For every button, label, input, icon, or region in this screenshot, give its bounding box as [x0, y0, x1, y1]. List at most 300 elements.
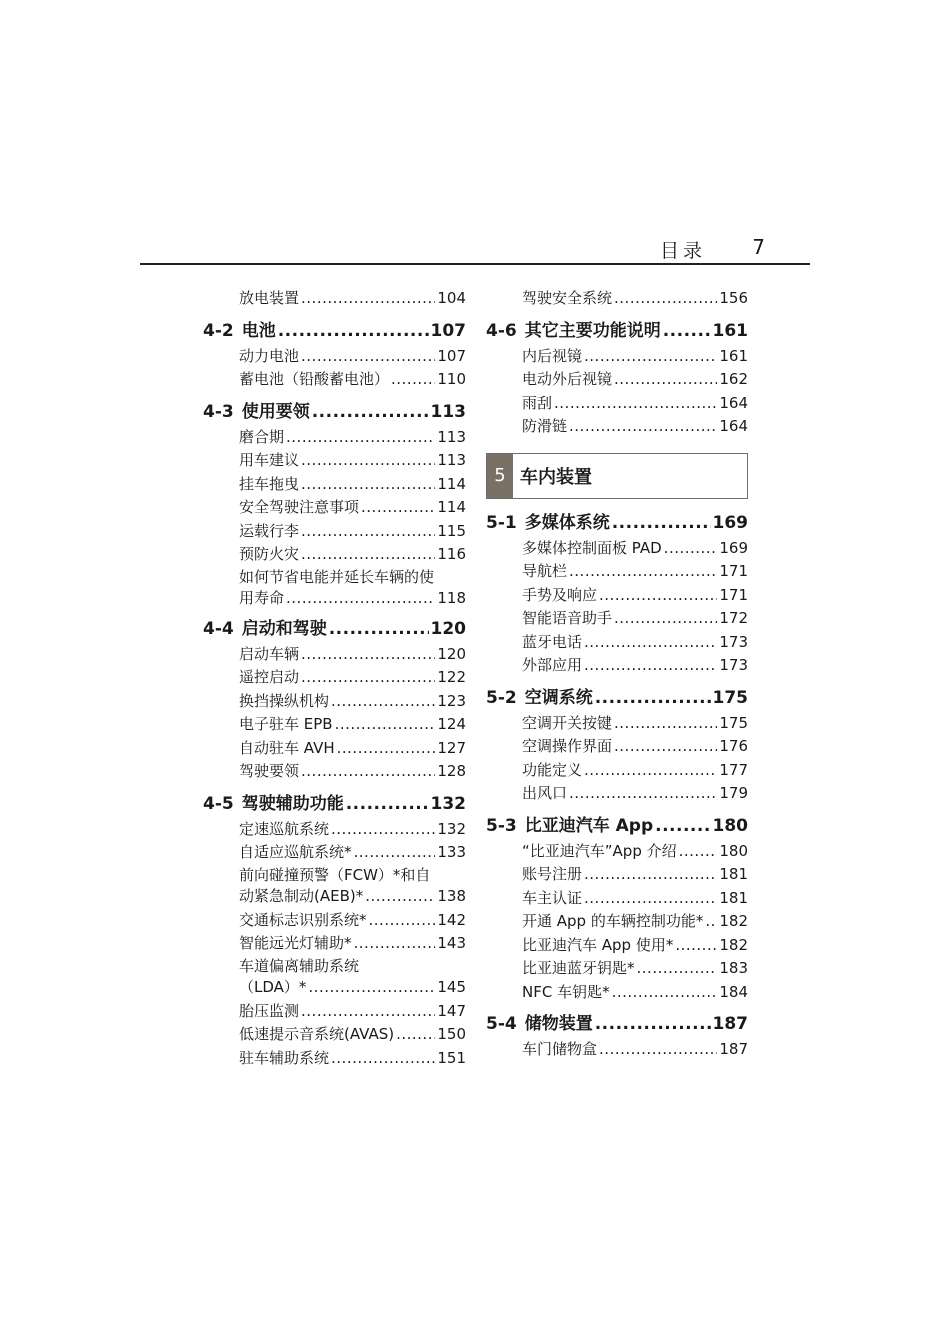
toc-page-number: 177: [719, 760, 748, 779]
toc-entry-title: [522, 910, 703, 934]
toc-entry-title: [522, 887, 582, 911]
toc-entry[interactable]: [239, 666, 466, 690]
dot-leader: [312, 398, 429, 426]
toc-entry[interactable]: [522, 782, 748, 806]
toc-page-number: 113: [437, 427, 466, 446]
toc-entry-text: 用车建议: [239, 451, 300, 469]
toc-entry-text: 其它主要功能说明: [524, 320, 661, 341]
toc-entry-title: [486, 317, 661, 345]
toc-entry-title: [522, 735, 612, 759]
toc-page-number: 151: [437, 1048, 466, 1067]
toc-entry-text: 空调系统: [524, 687, 593, 708]
toc-entry-text: 放电装置: [239, 289, 300, 307]
toc-entry-text: 智能语音助手: [522, 609, 613, 627]
toc-entry-title: [486, 684, 593, 712]
toc-page-number: 132: [437, 819, 466, 838]
toc-page-number: 169: [712, 512, 748, 533]
toc-entry-text: 驾驶安全系统: [522, 289, 613, 307]
toc-page-number: 173: [719, 656, 748, 674]
toc-entry-text: 比亚迪汽车 App: [524, 815, 654, 836]
header-rule: [140, 263, 810, 265]
toc-section-entry[interactable]: [486, 509, 748, 537]
toc-entry-title: [239, 977, 306, 998]
toc-page-number: 180: [712, 815, 748, 836]
toc-page-number: 150: [437, 1025, 466, 1043]
toc-page-number: 162: [719, 370, 748, 388]
toc-entry-title: [239, 713, 333, 737]
toc-page-number: 120: [437, 644, 466, 663]
toc-entry[interactable]: [522, 537, 748, 561]
toc-entry-text: 胎压监测: [239, 1001, 300, 1020]
dot-leader: [331, 690, 435, 714]
toc-entry-text: 手势及响应: [522, 585, 598, 604]
toc-entry-title: [522, 712, 612, 736]
toc-page-number: 107: [430, 320, 466, 341]
dot-leader: [705, 910, 717, 934]
dot-leader: [301, 473, 435, 497]
toc-entry-title: [239, 426, 284, 450]
dot-leader: [614, 607, 717, 631]
toc-entry[interactable]: [522, 712, 748, 736]
toc-entry-title: [203, 398, 310, 426]
toc-entry-text: 驾驶辅助功能: [241, 793, 344, 814]
toc-entry[interactable]: [239, 496, 466, 520]
toc-entry-title: [522, 631, 582, 655]
toc-entry-text: 自动驻车 AVH: [239, 738, 335, 757]
toc-page-number: 145: [437, 977, 466, 996]
toc-entry-text: 账号注册: [522, 865, 583, 883]
toc-entry[interactable]: [522, 735, 748, 759]
toc-page-number: 142: [437, 910, 466, 929]
toc-entry-title: [522, 537, 662, 561]
toc-entry-text: 换挡操纵机构: [239, 691, 330, 710]
dot-leader: [612, 981, 718, 1005]
section-code: 4-6: [486, 320, 517, 341]
toc-entry-text: 电动外后视镜: [522, 370, 613, 388]
dot-leader: [301, 760, 435, 784]
toc-entry-title: [239, 543, 299, 567]
toc-page-number: 138: [437, 886, 466, 905]
toc-entry-title: [522, 368, 612, 392]
toc-page-number: 187: [719, 1040, 748, 1058]
toc-entry-title: [239, 1047, 329, 1071]
dot-leader: [369, 909, 436, 933]
toc-entry-title: [239, 1000, 299, 1024]
toc-entry[interactable]: [239, 977, 466, 998]
toc-entry[interactable]: [522, 607, 748, 631]
dot-leader: [361, 496, 435, 520]
toc-entry-text: NFC 车钥匙*: [522, 982, 610, 1001]
toc-entry[interactable]: [239, 713, 466, 737]
dot-leader: [663, 317, 711, 345]
toc-entry-title: [239, 690, 329, 714]
toc-page-number: 172: [719, 609, 748, 627]
toc-entry-title: [486, 1010, 593, 1038]
toc-entry-text: 车门储物盒: [522, 1040, 598, 1058]
toc-section-entry[interactable]: [486, 812, 748, 840]
toc-entry-line: [239, 567, 466, 588]
toc-page-number: 113: [437, 451, 466, 469]
toc-entry[interactable]: [522, 345, 748, 369]
toc-entry-title: [486, 812, 653, 840]
toc-page-number: 127: [437, 738, 466, 757]
dot-leader: [584, 759, 717, 783]
dot-leader: [584, 345, 717, 369]
toc-entry-text: 比亚迪汽车 App 使用*: [522, 935, 674, 954]
dot-leader: [599, 584, 717, 608]
toc-entry[interactable]: [522, 654, 748, 678]
toc-entry-text: 自适应巡航系统*: [239, 843, 352, 861]
section-code: 5-4: [486, 1014, 517, 1034]
toc-page-number: 133: [437, 843, 466, 861]
toc-entry[interactable]: [239, 841, 466, 865]
toc-entry-title: [522, 981, 610, 1005]
toc-entry-text: 使用要领: [241, 401, 310, 422]
toc-entry-text: 空调开关按键: [522, 713, 613, 732]
toc-entry-title: [239, 643, 299, 667]
toc-entry-title: [203, 615, 327, 643]
dot-leader: [301, 1000, 435, 1024]
toc-section-entry[interactable]: [203, 790, 466, 818]
toc-entry-title: [239, 287, 299, 311]
toc-page-number: 143: [437, 934, 466, 952]
toc-entry-title: [522, 584, 597, 608]
toc-entry-title: [522, 392, 552, 416]
chapter-number: 5: [487, 454, 513, 498]
toc-page-number: 110: [437, 370, 466, 388]
toc-entry-text: 空调操作界面: [522, 737, 613, 755]
toc-entry[interactable]: [522, 392, 748, 416]
dot-leader: [675, 934, 717, 958]
toc-entry-title: [486, 509, 610, 537]
toc-page-number: 175: [712, 687, 748, 708]
toc-entry-title-part: 如何节省电能并延长车辆的使: [239, 567, 435, 586]
toc-page-number: 124: [437, 715, 466, 733]
dot-leader: [614, 287, 717, 311]
dot-leader: [335, 713, 436, 737]
section-code: 4-3: [203, 401, 234, 422]
toc-entry-title: [522, 957, 635, 981]
toc-entry-title: [239, 520, 299, 544]
toc-entry[interactable]: [239, 543, 466, 567]
section-code: 4-4: [203, 618, 234, 639]
dot-leader: [637, 957, 718, 981]
toc-entry[interactable]: [522, 981, 748, 1005]
toc-page-number: 171: [719, 585, 748, 604]
toc-page-number: 182: [719, 912, 748, 930]
dot-leader: [655, 812, 710, 840]
section-code: 5-2: [486, 687, 517, 708]
toc-entry-title: [239, 588, 284, 609]
toc-entry[interactable]: [239, 287, 466, 311]
toc-page-number: 164: [719, 393, 748, 412]
dot-leader: [301, 520, 435, 544]
toc-entry-title: [239, 666, 299, 690]
dot-leader: [612, 509, 711, 537]
dot-leader: [569, 782, 717, 806]
toc-entry[interactable]: [522, 887, 748, 911]
dot-leader: [664, 537, 718, 561]
dot-leader: [354, 932, 436, 956]
toc-page-number: 116: [437, 545, 466, 563]
toc-page-number: 173: [719, 632, 748, 651]
section-code: 5-3: [486, 815, 517, 836]
toc-entry-title: [522, 415, 567, 439]
toc-entry-title: [239, 368, 389, 392]
toc-entry-text: 导航栏: [522, 562, 568, 580]
toc-entry-title: [239, 932, 352, 956]
dot-leader: [599, 1038, 717, 1062]
toc-entry-text: “比亚迪汽车”App 介绍: [522, 841, 677, 860]
toc-page-number: 169: [719, 538, 748, 557]
toc-entry[interactable]: [239, 909, 466, 933]
toc-entry-text: 低速提示音系统(AVAS): [239, 1025, 395, 1043]
toc-entry[interactable]: [522, 840, 748, 864]
toc-entry[interactable]: [522, 863, 748, 887]
toc-entry-text: 蓝牙电话: [522, 632, 583, 651]
toc-entry-text: 交通标志识别系统*: [239, 910, 367, 929]
toc-entry-text: 外部应用: [522, 656, 583, 674]
toc-entry-title: [203, 317, 276, 345]
toc-entry[interactable]: [522, 560, 748, 584]
toc-entry-text: 蓄电池（铅酸蓄电池）: [239, 370, 390, 388]
toc-entry-text: 驻车辅助系统: [239, 1048, 330, 1067]
toc-entry-title: [203, 790, 344, 818]
toc-entry-title: [239, 473, 299, 497]
dot-leader: [354, 841, 436, 865]
toc-entry-title: [522, 863, 582, 887]
toc-entry-title: [239, 818, 329, 842]
toc-entry-title: [239, 1023, 394, 1047]
toc-entry-text: 防滑链: [522, 417, 568, 435]
toc-entry-text: 运载行李: [239, 521, 300, 540]
toc-page-number: 114: [437, 474, 466, 493]
toc-entry-text: 多媒体系统: [524, 512, 610, 533]
toc-entry[interactable]: [239, 643, 466, 667]
toc-entry-text: 定速巡航系统: [239, 819, 330, 838]
toc-entry-title: [239, 760, 299, 784]
page-number: 7: [752, 235, 765, 259]
toc-entry-title: [239, 737, 335, 761]
toc-entry-text: 开通 App 的车辆控制功能*: [522, 912, 704, 930]
section-code: 5-1: [486, 512, 517, 533]
toc-section-entry[interactable]: [486, 317, 748, 345]
toc-entry[interactable]: [239, 737, 466, 761]
toc-entry[interactable]: [239, 818, 466, 842]
toc-page-number: 132: [430, 793, 466, 814]
toc-entry-title: [522, 840, 677, 864]
dot-leader: [278, 317, 429, 345]
dot-leader: [584, 887, 717, 911]
toc-entry-title: [522, 560, 567, 584]
dot-leader: [391, 368, 435, 392]
toc-page-number: 104: [437, 289, 466, 307]
toc-entry[interactable]: [522, 584, 748, 608]
toc-entry[interactable]: [239, 473, 466, 497]
toc-entry-title-part: 前向碰撞预警（FCW）*和自: [239, 865, 431, 884]
toc-entry-title: [239, 449, 299, 473]
dot-leader: [584, 863, 717, 887]
toc-entry-title: [522, 287, 612, 311]
toc-entry[interactable]: [239, 1000, 466, 1024]
dot-leader: [614, 368, 717, 392]
toc-entry-title: [239, 909, 367, 933]
dot-leader: [554, 392, 717, 416]
toc-page-number: 176: [719, 737, 748, 755]
toc-entry-line: [239, 865, 466, 886]
toc-entry-title-part: 车道偏离辅助系统: [239, 956, 360, 975]
dot-leader: [614, 735, 717, 759]
toc-entry-title: [522, 759, 582, 783]
toc-entry-text: 动力电池: [239, 346, 300, 365]
toc-entry-text: 车主认证: [522, 888, 583, 907]
toc-page-number: 179: [719, 784, 748, 802]
dot-leader: [331, 818, 435, 842]
toc-left-column: [203, 287, 466, 1070]
toc-entry-text: 储物装置: [524, 1014, 593, 1034]
toc-entry-text: 驾驶要领: [239, 762, 300, 780]
toc-page-number: 114: [437, 498, 466, 516]
toc-entry-text: 启动和驾驶: [241, 618, 327, 639]
toc-page-number: 161: [712, 320, 748, 341]
dot-leader: [679, 840, 718, 864]
toc-entry[interactable]: [239, 760, 466, 784]
toc-entry[interactable]: [239, 932, 466, 956]
toc-page-number: 120: [430, 618, 466, 639]
toc-entry[interactable]: [522, 368, 748, 392]
toc-entry-text: 功能定义: [522, 760, 583, 779]
dot-leader: [286, 426, 435, 450]
toc-entry[interactable]: [522, 415, 748, 439]
toc-entry-text: 启动车辆: [239, 644, 300, 663]
toc-page-number: 123: [437, 691, 466, 710]
toc-page-number: 156: [719, 289, 748, 307]
toc-entry-text: 电子驻车 EPB: [239, 715, 333, 733]
toc-entry-text: 动紧急制动(AEB)*: [239, 886, 364, 905]
toc-entry-title: [522, 345, 582, 369]
dot-leader: [301, 345, 435, 369]
toc-entry-title: [239, 886, 363, 907]
toc-entry-title: [239, 345, 299, 369]
dot-leader: [396, 1023, 435, 1047]
dot-leader: [614, 712, 717, 736]
toc-page-number: 164: [719, 417, 748, 435]
toc-entry[interactable]: [522, 759, 748, 783]
chapter-title: 车内装置: [520, 466, 592, 488]
dot-leader: [301, 643, 435, 667]
toc-entry-title: [522, 654, 582, 678]
toc-page-number: 115: [437, 521, 466, 540]
toc-page-number: 187: [712, 1014, 748, 1034]
toc-entry-text: 内后视镜: [522, 346, 583, 365]
section-code: 4-5: [203, 793, 234, 814]
toc-entry[interactable]: [239, 588, 466, 609]
dot-leader: [301, 666, 435, 690]
toc-section-entry[interactable]: [203, 615, 466, 643]
toc-entry[interactable]: [522, 957, 748, 981]
toc-entry[interactable]: [239, 1047, 466, 1071]
toc-section-entry[interactable]: [203, 398, 466, 426]
toc-entry-text: 磨合期: [239, 427, 285, 446]
toc-entry[interactable]: [239, 426, 466, 450]
toc-entry-text: 安全驾驶注意事项: [239, 498, 360, 516]
toc-page-number: 180: [719, 841, 748, 860]
toc-entry[interactable]: [239, 345, 466, 369]
toc-entry-text: 遥控启动: [239, 668, 300, 686]
dot-leader: [329, 615, 429, 643]
toc-entry[interactable]: [239, 449, 466, 473]
toc-entry-text: 雨刮: [522, 393, 553, 412]
toc-entry-title: [239, 496, 359, 520]
dot-leader: [308, 977, 435, 998]
toc-entry-text: 用寿命: [239, 588, 285, 607]
toc-right-column: [486, 287, 748, 1062]
dot-leader: [301, 287, 435, 311]
section-code: 4-2: [203, 320, 234, 341]
toc-entry[interactable]: [522, 910, 748, 934]
dot-leader: [569, 415, 717, 439]
dot-leader: [301, 449, 435, 473]
toc-entry-line: [239, 956, 466, 977]
toc-entry[interactable]: [522, 631, 748, 655]
dot-leader: [595, 1010, 711, 1038]
toc-page-number: 175: [719, 713, 748, 732]
dot-leader: [584, 654, 717, 678]
toc-page-number: 184: [719, 982, 748, 1001]
toc-entry-text: 智能远光灯辅助*: [239, 934, 352, 952]
toc-section-entry[interactable]: [486, 1010, 748, 1038]
toc-entry[interactable]: [239, 690, 466, 714]
dot-leader: [331, 1047, 435, 1071]
chapter-heading[interactable]: [486, 453, 748, 499]
toc-entry-text: （LDA）*: [239, 977, 307, 996]
dot-leader: [286, 588, 435, 609]
dot-leader: [346, 790, 429, 818]
toc-page-number: 107: [437, 346, 466, 365]
toc-entry[interactable]: [239, 1023, 466, 1047]
toc-entry[interactable]: [522, 1038, 748, 1062]
toc-entry-text: 挂车拖曳: [239, 474, 300, 493]
toc-page-number: 122: [437, 668, 466, 686]
toc-entry[interactable]: [239, 886, 466, 907]
dot-leader: [301, 543, 435, 567]
toc-entry-text: 出风口: [522, 784, 568, 802]
toc-entry-title: [239, 841, 352, 865]
toc-page-number: 118: [437, 588, 466, 607]
toc-page-number: 171: [719, 562, 748, 580]
toc-page-number: 161: [719, 346, 748, 365]
toc-entry-text: 比亚迪蓝牙钥匙*: [522, 959, 635, 977]
dot-leader: [569, 560, 717, 584]
toc-entry[interactable]: [522, 934, 748, 958]
toc-entry-title: [522, 607, 612, 631]
toc-entry[interactable]: [522, 287, 748, 311]
toc-entry-text: 预防火灾: [239, 545, 300, 563]
toc-section-entry[interactable]: [486, 684, 748, 712]
toc-page-number: 183: [719, 959, 748, 977]
toc-page-number: 147: [437, 1001, 466, 1020]
page-title: 目录: [659, 240, 706, 262]
dot-leader: [584, 631, 717, 655]
dot-leader: [337, 737, 436, 761]
toc-section-entry[interactable]: [203, 317, 466, 345]
dot-leader: [365, 886, 435, 907]
toc-page-number: 181: [719, 865, 748, 883]
toc-page-number: 128: [437, 762, 466, 780]
toc-entry-title: [522, 1038, 597, 1062]
toc-entry[interactable]: [239, 520, 466, 544]
toc-entry[interactable]: [239, 368, 466, 392]
